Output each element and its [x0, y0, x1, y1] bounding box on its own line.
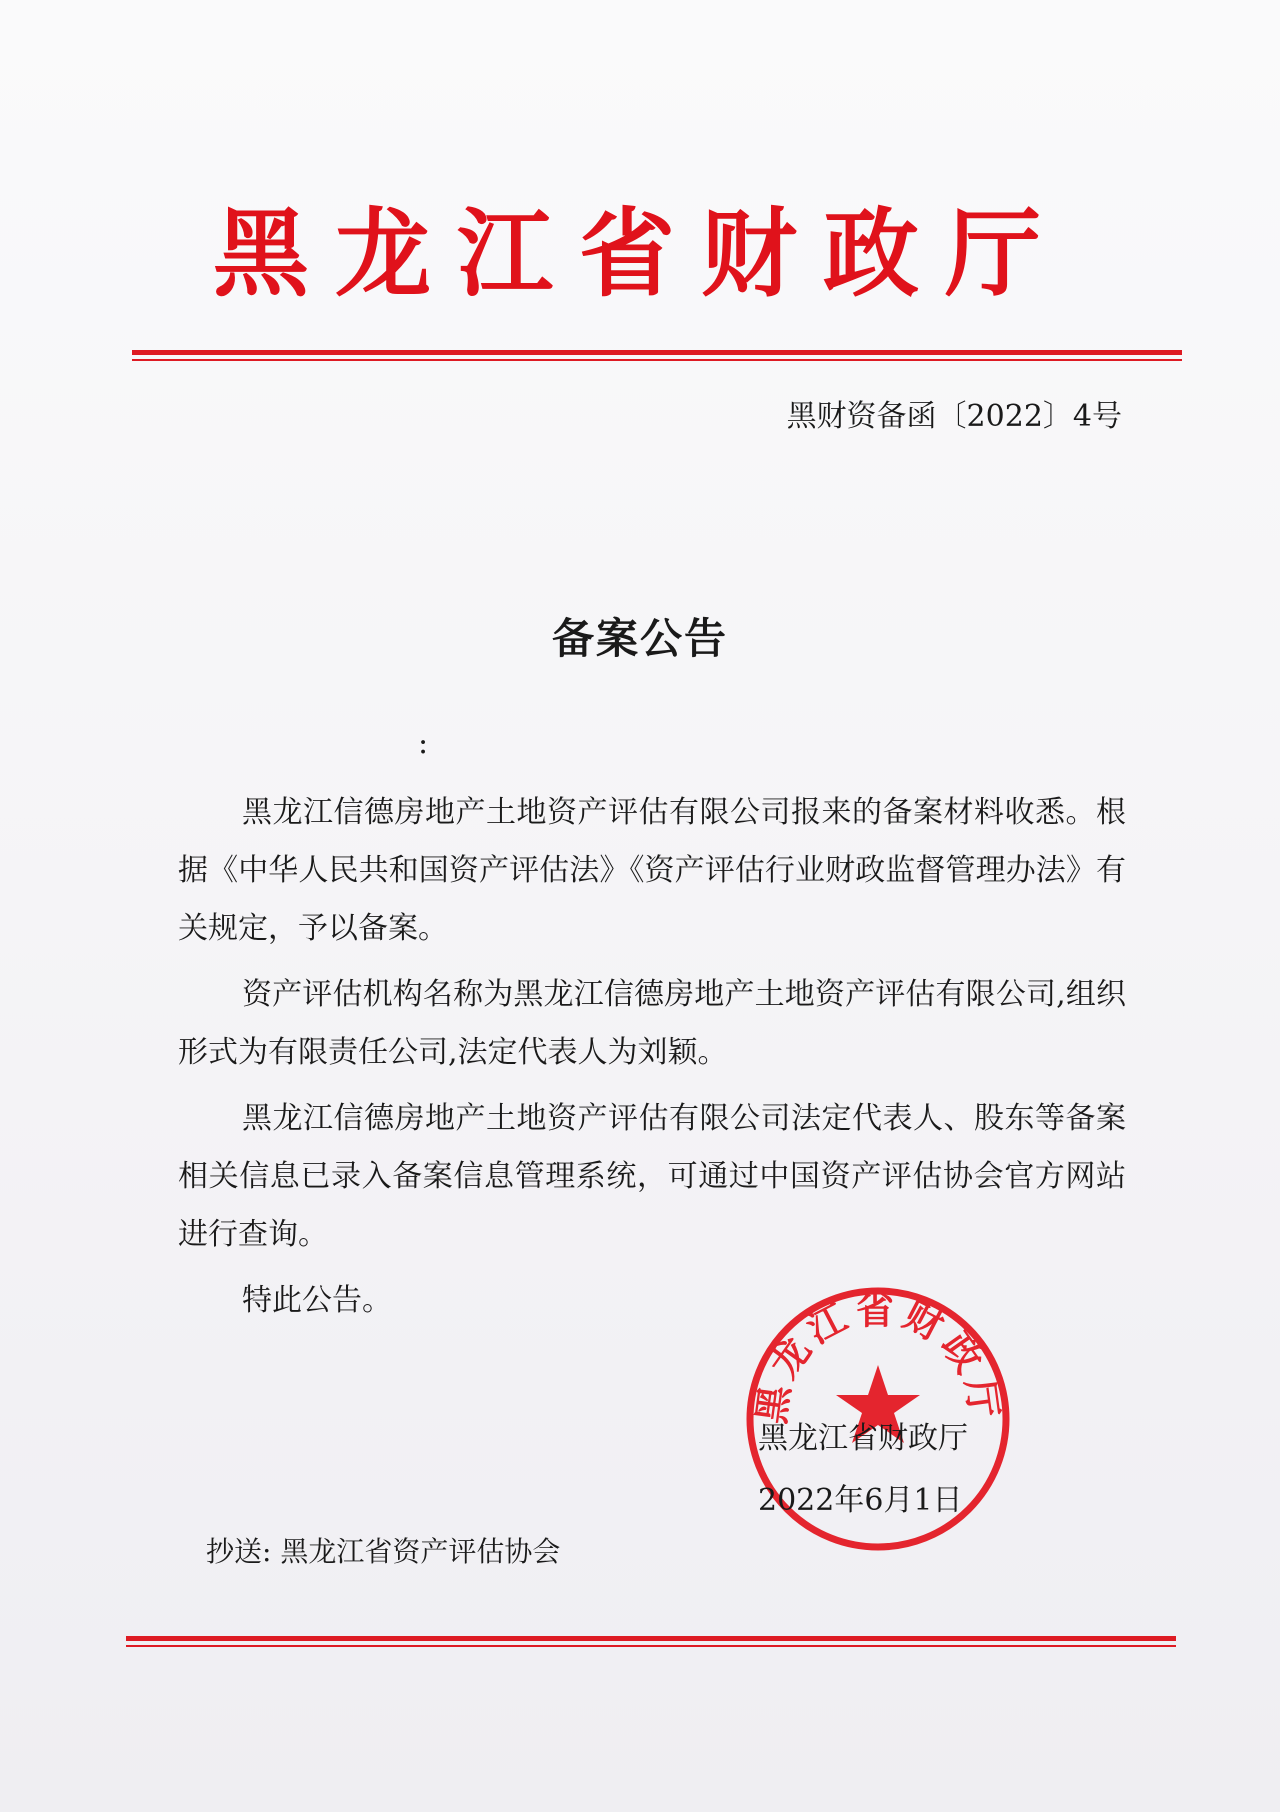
body-paragraph-2: 资产评估机构名称为黑龙江信德房地产土地资产评估有限公司,组织形式为有限责任公司,法定代表人为刘颖。 [178, 977, 1126, 1070]
document-title: 备案公告 [551, 614, 728, 663]
issuer-name: 黑龙江省财政厅 [758, 1421, 968, 1456]
salutation-colon: : [418, 726, 429, 761]
masthead-rule [132, 350, 1182, 355]
signature-block [758, 1408, 968, 1532]
footer-rule [126, 1636, 1176, 1641]
masthead-title: 黑龙江省财政厅 [213, 197, 1067, 310]
cc-recipient: 黑龙江省资产评估协会 [280, 1535, 561, 1568]
body-paragraph-1: 黑龙江信德房地产土地资产评估有限公司报来的备案材料收悉。根据《中华人民共和国资产评估法》《资产评估行业财政监督管理办法》有关规定，予以备案。 [178, 795, 1126, 946]
footer-rule-thin [126, 1645, 1176, 1647]
body-paragraph-4: 特此公告。 [242, 1283, 392, 1318]
issue-date: 2022年6月1日 [758, 1483, 963, 1518]
document-body [178, 784, 1126, 1338]
body-paragraph-3: 黑龙江信德房地产土地资产评估有限公司法定代表人、股东等备案相关信息已录入备案信息管理系统，可通过中国资产评估协会官方网站进行查询。 [178, 1101, 1126, 1252]
seal-text: 黑龙江省财政厅 [748, 1287, 1008, 1427]
masthead-rule-thin [132, 359, 1182, 361]
document-number: 黑财资备函〔2022〕4号 [786, 399, 1122, 434]
cc-line [206, 1530, 560, 1570]
cc-label: 抄送: [206, 1535, 272, 1568]
